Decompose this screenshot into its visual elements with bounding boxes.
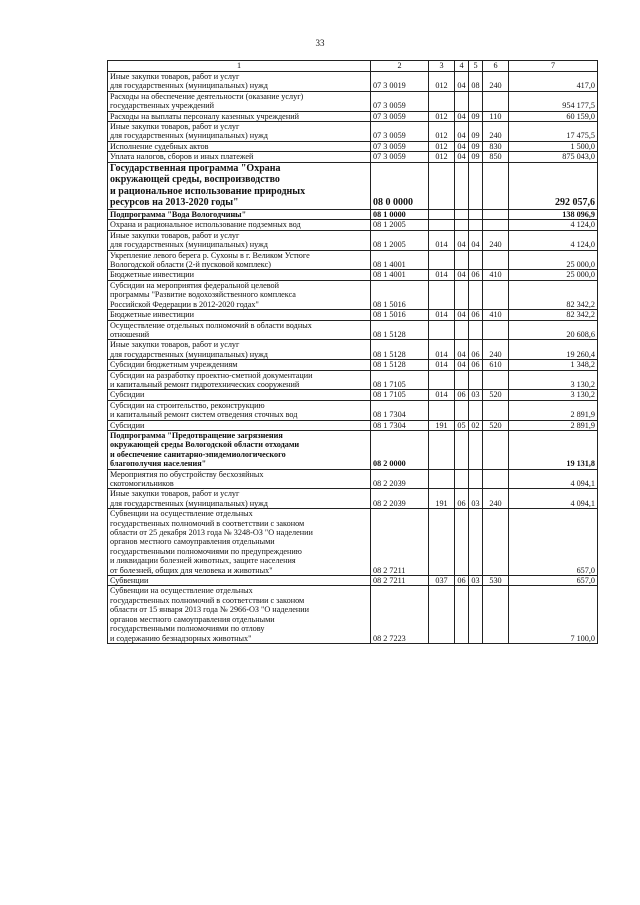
table-row: [108, 390, 598, 400]
row-sum: 292 057,6: [509, 162, 598, 209]
budget-table: [107, 60, 598, 644]
row-col5: [469, 162, 483, 209]
row-col4: [455, 210, 469, 220]
row-name: Субсидии: [108, 390, 371, 400]
row-col6: 410: [483, 270, 509, 280]
row-sum: 4 124,0: [509, 220, 598, 230]
row-col6: [483, 280, 509, 309]
header-cell-5: 5: [469, 61, 483, 72]
row-col4: 06: [455, 576, 469, 586]
row-col4: 04: [455, 152, 469, 162]
row-name: Осуществление отдельных полномочий в области водных отношений: [108, 320, 371, 340]
row-col6: [483, 91, 509, 111]
row-col6: [483, 430, 509, 469]
row-code: 08 2 7223: [371, 586, 429, 643]
row-col3: 014: [429, 390, 455, 400]
row-sum: 60 159,0: [509, 111, 598, 121]
table-row: [108, 340, 598, 360]
row-sum: 17 475,5: [509, 122, 598, 142]
row-col5: 06: [469, 310, 483, 320]
table-row: [108, 230, 598, 250]
row-col5: [469, 586, 483, 643]
row-col6: 520: [483, 420, 509, 430]
row-col3: 191: [429, 489, 455, 509]
table-row: [108, 420, 598, 430]
page-number: 33: [315, 38, 325, 48]
row-code: 07 3 0059: [371, 122, 429, 142]
row-name: Исполнение судебных актов: [108, 141, 371, 151]
table-row: [108, 220, 598, 230]
row-col6: 850: [483, 152, 509, 162]
table-row: [108, 152, 598, 162]
row-col5: [469, 280, 483, 309]
row-col3: 014: [429, 310, 455, 320]
row-name: Иные закупки товаров, работ и услуг для государственных (муниципальных) нужд: [108, 122, 371, 142]
row-name: Иные закупки товаров, работ и услуг для государственных (муниципальных) нужд: [108, 489, 371, 509]
row-col4: [455, 320, 469, 340]
row-sum: 417,0: [509, 72, 598, 92]
row-col6: 830: [483, 141, 509, 151]
row-col6: 240: [483, 489, 509, 509]
header-cell-7: 7: [509, 61, 598, 72]
row-col6: 410: [483, 310, 509, 320]
row-col5: 09: [469, 152, 483, 162]
row-col4: 06: [455, 489, 469, 509]
row-name: Субвенции: [108, 576, 371, 586]
table-row: [108, 370, 598, 390]
row-name: Уплата налогов, сборов и иных платежей: [108, 152, 371, 162]
row-col3: 191: [429, 420, 455, 430]
row-code: 08 1 5128: [371, 320, 429, 340]
row-col6: 240: [483, 72, 509, 92]
table-row: [108, 122, 598, 142]
row-col3: 012: [429, 72, 455, 92]
row-col4: 04: [455, 72, 469, 92]
row-name: Государственная программа "Охрана окружающей среды, воспроизводство и рациональное использование природных ресурсов на 2013-2020 годы": [108, 162, 371, 209]
row-sum: 657,0: [509, 576, 598, 586]
row-col3: 012: [429, 141, 455, 151]
row-col5: 03: [469, 489, 483, 509]
row-col4: [455, 586, 469, 643]
row-col3: [429, 469, 455, 489]
budget-table-body: [108, 61, 598, 644]
table-row: [108, 250, 598, 270]
row-code: 08 1 2005: [371, 230, 429, 250]
row-name: Бюджетные инвестиции: [108, 270, 371, 280]
row-sum: 2 891,9: [509, 420, 598, 430]
row-code: 07 3 0019: [371, 72, 429, 92]
row-sum: 657,0: [509, 509, 598, 576]
row-sum: 25 000,0: [509, 270, 598, 280]
row-col5: [469, 400, 483, 420]
table-row: [108, 430, 598, 469]
row-name: Бюджетные инвестиции: [108, 310, 371, 320]
row-sum: 875 043,0: [509, 152, 598, 162]
row-col6: [483, 469, 509, 489]
row-name: Субвенции на осуществление отдельных государственных полномочий в соответствии с законом области от 25 декабря 2013 года № 3248-ОЗ "О наделении органов местного самоуправления отдельными государственными полномочиями по предупреждению и ликвидации болезней животных, защите населения от болезней, общих для человека и животных": [108, 509, 371, 576]
row-col4: [455, 509, 469, 576]
row-col3: [429, 220, 455, 230]
row-name: Субсидии на строительство, реконструкцию и капитальный ремонт систем отведения сточных вод: [108, 400, 371, 420]
row-code: 08 1 7105: [371, 390, 429, 400]
row-col3: [429, 430, 455, 469]
row-sum: 3 130,2: [509, 390, 598, 400]
row-col3: 012: [429, 122, 455, 142]
table-row: [108, 72, 598, 92]
row-col4: [455, 469, 469, 489]
row-col6: 610: [483, 360, 509, 370]
row-name: Охрана и рациональное использование подземных вод: [108, 220, 371, 230]
row-col5: [469, 220, 483, 230]
row-col5: [469, 91, 483, 111]
row-col4: 04: [455, 122, 469, 142]
row-col4: 06: [455, 390, 469, 400]
row-code: 08 1 4001: [371, 270, 429, 280]
table-row: [108, 586, 598, 643]
row-col6: 530: [483, 576, 509, 586]
row-col6: [483, 220, 509, 230]
row-col4: 04: [455, 340, 469, 360]
row-col3: 014: [429, 360, 455, 370]
row-code: 07 3 0059: [371, 152, 429, 162]
row-col6: [483, 162, 509, 209]
row-code: 08 1 7105: [371, 370, 429, 390]
row-name: Иные закупки товаров, работ и услуг для государственных (муниципальных) нужд: [108, 340, 371, 360]
row-col3: [429, 509, 455, 576]
row-col4: [455, 370, 469, 390]
row-name: Расходы на обеспечение деятельности (оказание услуг) государственных учреждений: [108, 91, 371, 111]
row-name: Подпрограмма "Вода Вологодчины": [108, 210, 371, 220]
header-cell-6: 6: [483, 61, 509, 72]
row-code: 07 3 0059: [371, 111, 429, 121]
row-col5: [469, 509, 483, 576]
row-code: 08 1 2005: [371, 220, 429, 230]
row-code: 08 2 0000: [371, 430, 429, 469]
row-col5: [469, 210, 483, 220]
row-col4: [455, 280, 469, 309]
row-col3: 014: [429, 270, 455, 280]
row-col4: [455, 91, 469, 111]
row-sum: 1 348,2: [509, 360, 598, 370]
row-col4: 04: [455, 310, 469, 320]
row-col6: 240: [483, 230, 509, 250]
row-code: 07 3 0059: [371, 91, 429, 111]
row-col5: [469, 320, 483, 340]
row-name: Иные закупки товаров, работ и услуг для государственных (муниципальных) нужд: [108, 72, 371, 92]
row-col5: [469, 250, 483, 270]
row-sum: 4 094,1: [509, 469, 598, 489]
row-name: Субсидии на мероприятия федеральной целевой программы "Развитие водохозяйственного комплекса Российской Федерации в 2012-2020 годах": [108, 280, 371, 309]
row-col4: [455, 430, 469, 469]
row-col6: 240: [483, 340, 509, 360]
table-row: [108, 400, 598, 420]
row-sum: 7 100,0: [509, 586, 598, 643]
row-col3: [429, 250, 455, 270]
header-cell-4: 4: [455, 61, 469, 72]
table-row: [108, 310, 598, 320]
row-col3: [429, 370, 455, 390]
row-sum: 82 342,2: [509, 280, 598, 309]
row-col6: [483, 370, 509, 390]
row-name: Субсидии бюджетным учреждениям: [108, 360, 371, 370]
row-col3: [429, 400, 455, 420]
row-col3: [429, 91, 455, 111]
row-code: 08 1 7304: [371, 400, 429, 420]
row-col3: 012: [429, 152, 455, 162]
header-cell-3: 3: [429, 61, 455, 72]
row-col5: 03: [469, 390, 483, 400]
row-code: 08 1 5128: [371, 360, 429, 370]
row-col3: [429, 586, 455, 643]
row-sum: 20 608,6: [509, 320, 598, 340]
row-col6: 240: [483, 122, 509, 142]
row-col3: 037: [429, 576, 455, 586]
row-sum: 954 177,5: [509, 91, 598, 111]
row-name: Укрепление левого берега р. Сухоны в г. Великом Устюге Вологодской области (2-й пусковой комплекс): [108, 250, 371, 270]
row-col3: [429, 210, 455, 220]
row-code: 07 3 0059: [371, 141, 429, 151]
row-col5: 09: [469, 122, 483, 142]
row-name: Подпрограмма "Предотвращение загрязнения окружающей среды Вологодской области отходами и обеспечение санитарно-эпидемиологического благополучия населения": [108, 430, 371, 469]
row-col5: [469, 430, 483, 469]
row-code: 08 1 0000: [371, 210, 429, 220]
row-sum: 19 260,4: [509, 340, 598, 360]
header-cell-1: 1: [108, 61, 371, 72]
row-col5: 03: [469, 576, 483, 586]
row-col4: [455, 162, 469, 209]
table-row: [108, 141, 598, 151]
row-col3: 012: [429, 111, 455, 121]
row-col6: [483, 586, 509, 643]
row-sum: 25 000,0: [509, 250, 598, 270]
table-row: [108, 489, 598, 509]
row-code: 08 2 2039: [371, 489, 429, 509]
table-header-row: [108, 61, 598, 72]
row-name: Расходы на выплаты персоналу казенных учреждений: [108, 111, 371, 121]
table-row: [108, 280, 598, 309]
row-name: Иные закупки товаров, работ и услуг для государственных (муниципальных) нужд: [108, 230, 371, 250]
row-col6: [483, 400, 509, 420]
table-row: [108, 111, 598, 121]
row-sum: 3 130,2: [509, 370, 598, 390]
row-col4: 04: [455, 111, 469, 121]
row-col6: [483, 250, 509, 270]
row-col3: [429, 280, 455, 309]
row-code: 08 2 2039: [371, 469, 429, 489]
table-row: [108, 91, 598, 111]
table-row: [108, 469, 598, 489]
row-col4: 05: [455, 420, 469, 430]
row-sum: 1 500,0: [509, 141, 598, 151]
row-code: 08 0 0000: [371, 162, 429, 209]
table-row: [108, 210, 598, 220]
row-col4: 04: [455, 360, 469, 370]
row-name: Субвенции на осуществление отдельных государственных полномочий в соответствии с законом области от 15 января 2013 года № 2966-ОЗ "О наделении органов местного самоуправления отдельными государственными полномочиями по отлову и содержанию безнадзорных животных": [108, 586, 371, 643]
row-code: 08 1 5016: [371, 280, 429, 309]
row-col3: [429, 320, 455, 340]
row-name: Мероприятия по обустройству бесхозяйных скотомогильников: [108, 469, 371, 489]
row-sum: 2 891,9: [509, 400, 598, 420]
row-code: 08 1 5128: [371, 340, 429, 360]
row-col3: [429, 162, 455, 209]
header-cell-2: 2: [371, 61, 429, 72]
row-col4: 04: [455, 141, 469, 151]
row-sum: 4 094,1: [509, 489, 598, 509]
row-col6: [483, 509, 509, 576]
row-sum: 138 096,9: [509, 210, 598, 220]
row-col6: 520: [483, 390, 509, 400]
row-col5: 02: [469, 420, 483, 430]
row-col5: 08: [469, 72, 483, 92]
row-col4: 04: [455, 230, 469, 250]
table-row: [108, 270, 598, 280]
row-col4: [455, 400, 469, 420]
row-name: Субсидии на разработку проектно-сметной документации и капитальный ремонт гидротехнических сооружений: [108, 370, 371, 390]
row-sum: 82 342,2: [509, 310, 598, 320]
table-row: [108, 576, 598, 586]
row-col5: 04: [469, 230, 483, 250]
row-col5: 09: [469, 141, 483, 151]
table-row: [108, 360, 598, 370]
row-col5: 06: [469, 340, 483, 360]
row-col3: 014: [429, 340, 455, 360]
row-code: 08 1 7304: [371, 420, 429, 430]
row-col6: [483, 320, 509, 340]
row-col5: [469, 469, 483, 489]
row-col5: 09: [469, 111, 483, 121]
row-col5: [469, 370, 483, 390]
row-col4: [455, 250, 469, 270]
row-code: 08 2 7211: [371, 576, 429, 586]
table-row: [108, 320, 598, 340]
row-col5: 06: [469, 270, 483, 280]
row-col5: 06: [469, 360, 483, 370]
row-name: Субсидии: [108, 420, 371, 430]
row-code: 08 1 5016: [371, 310, 429, 320]
row-col4: 04: [455, 270, 469, 280]
row-sum: 19 131,8: [509, 430, 598, 469]
row-code: 08 1 4001: [371, 250, 429, 270]
table-row: [108, 162, 598, 209]
row-col6: [483, 210, 509, 220]
row-col6: 110: [483, 111, 509, 121]
row-sum: 4 124,0: [509, 230, 598, 250]
row-col4: [455, 220, 469, 230]
row-code: 08 2 7211: [371, 509, 429, 576]
table-row: [108, 509, 598, 576]
row-col3: 014: [429, 230, 455, 250]
